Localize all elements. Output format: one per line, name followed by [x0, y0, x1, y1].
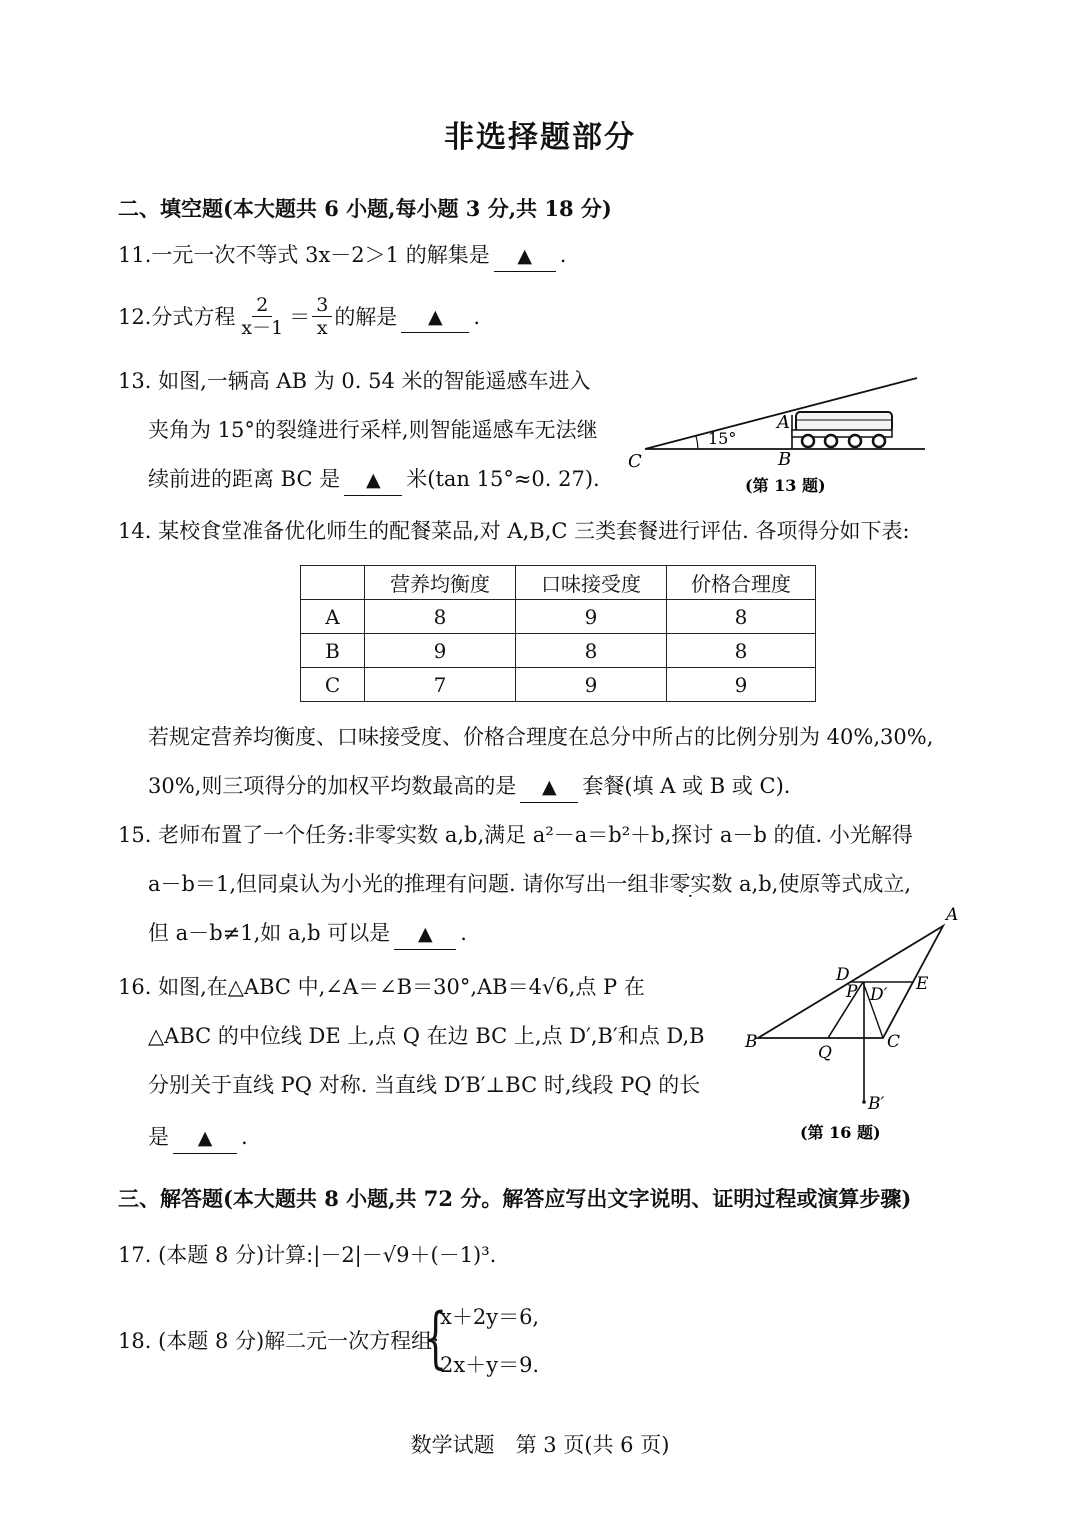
point-Bp [862, 1100, 866, 1104]
equals-sign: ＝ [289, 304, 311, 329]
page-footer: 数学试题 第 3 页(共 6 页) [410, 1433, 670, 1457]
q13-text-b: 米(tan 15°≈0. 27). [406, 467, 600, 491]
q15-text-b: a,b,使原等式成立, [732, 872, 912, 896]
answer-blank [401, 301, 469, 333]
q11-end: . [559, 243, 567, 267]
q16-text-a: 是 [148, 1125, 169, 1149]
table-cell: 9 [516, 668, 667, 702]
fraction-denominator: x [316, 317, 328, 339]
answer-blank [520, 771, 578, 803]
fraction-numerator: 3 [312, 294, 332, 317]
answer-blank [494, 240, 556, 272]
question-16-line-2: △ABC 的中位线 DE 上,点 Q 在边 BC 上,点 D′,B′和点 D,B [148, 1024, 705, 1048]
table-header-cell: 价格合理度 [667, 566, 816, 600]
answer-blank [173, 1122, 237, 1154]
question-16-line-1: 16. 如图,在△ABC 中,∠A＝∠B＝30°,AB＝4√6,点 P 在 [118, 975, 645, 999]
q11-text-a: 一元一次不等式 [151, 243, 306, 267]
triangle-icon: ▲ [542, 776, 557, 798]
triangle-icon: ▲ [197, 1127, 213, 1149]
table-header-cell [301, 566, 365, 600]
rover-icon [792, 412, 892, 447]
label-A: A [946, 905, 959, 925]
q15-text-a: 但 a－b≠1,如 a,b 可以是 [148, 921, 391, 945]
section-heading-fill-in: 二、填空题(本大题共 6 小题,每小题 3 分,共 18 分) [118, 196, 612, 221]
system-equation-1: x＋2y＝6, [440, 1305, 540, 1329]
fraction-right [312, 294, 332, 339]
question-15-line-2 [148, 869, 911, 899]
question-15-line-1: 15. 老师布置了一个任务:非零实数 a,b,满足 a²－a＝b²＋b,探讨 a－b 的值. 小光解得 [118, 823, 913, 847]
question-16-line-3: 分别关于直线 PQ 对称. 当直线 D′B′⊥BC 时,线段 PQ 的长 [148, 1073, 701, 1097]
label-Dprime: D′ [870, 985, 888, 1005]
q15-end: . [460, 921, 467, 945]
table-cell: C [301, 668, 365, 702]
table-cell: 9 [516, 600, 667, 634]
label-B: B [778, 449, 792, 470]
q12-text-b: 的解是 [334, 304, 398, 329]
q16-end: . [241, 1125, 248, 1149]
table-header-cell: 营养均衡度 [365, 566, 516, 600]
question-14-line-3 [148, 771, 790, 803]
table-header-row [301, 566, 816, 600]
question-12 [118, 294, 480, 339]
table-cell: B [301, 634, 365, 668]
score-table [300, 565, 816, 702]
q12-end: . [473, 304, 480, 329]
table-row [301, 634, 816, 668]
q11-number: 11. [118, 243, 152, 267]
table-cell: 7 [365, 668, 516, 702]
table-cell: 9 [365, 634, 516, 668]
question-16-line-4 [148, 1122, 248, 1154]
question-11 [118, 240, 566, 272]
label-Q: Q [818, 1043, 832, 1063]
question-14-line-1: 14. 某校食堂准备优化师生的配餐菜品,对 A,B,C 三类套餐进行评估. 各项得分如下表: [118, 519, 910, 543]
figure-caption: (第 13 题) [745, 476, 826, 495]
question-15-line-3 [148, 918, 467, 950]
label-C: C [628, 451, 642, 472]
fraction-left [237, 294, 287, 339]
label-A: A [777, 412, 790, 433]
question-18: 18. (本题 8 分)解二元一次方程组: [118, 1329, 440, 1353]
table-cell: A [301, 600, 365, 634]
brace-icon: { [424, 1299, 448, 1376]
table-header-cell: 口味接受度 [516, 566, 667, 600]
question-14-line-2: 若规定营养均衡度、口味接受度、价格合理度在总分中所占的比例分别为 40%,30%, [148, 725, 934, 749]
triangle-icon: ▲ [517, 245, 533, 267]
table-row [301, 668, 816, 702]
label-Bprime: B′ [868, 1094, 885, 1114]
emphasis-text: 非零实数 [648, 872, 733, 896]
question-13-line-1: 13. 如图,一辆高 AB 为 0. 54 米的智能遥感车进入 [118, 369, 591, 393]
question-17: 17. (本题 8 分)计算:|－2|－√9＋(－1)³. [118, 1243, 497, 1267]
table-cell: 8 [667, 600, 816, 634]
q12-number: 12. [118, 304, 152, 329]
q11-text-b: 的解集是 [399, 243, 490, 267]
figure-13 [620, 370, 940, 505]
q14-text-a: 30%,则三项得分的加权平均数最高的是 [148, 774, 517, 798]
q13-text-a: 续前进的距离 BC 是 [148, 467, 341, 491]
fraction-denominator: x－1 [241, 317, 284, 339]
table-cell: 8 [365, 600, 516, 634]
label-P: P [846, 982, 858, 1002]
label-B: B [745, 1032, 758, 1052]
system-equation-2: 2x＋y＝9. [440, 1353, 540, 1377]
triangle-icon: ▲ [417, 923, 433, 945]
question-13-line-2: 夹角为 15°的裂缝进行采样,则智能遥感车无法继 [148, 418, 598, 442]
table-row [301, 600, 816, 634]
page-title: 非选择题部分 [444, 120, 636, 155]
q11-expression: 3x－2＞1 [305, 243, 400, 267]
label-C: C [887, 1032, 901, 1052]
question-13-line-3 [148, 464, 600, 496]
triangle-icon: ▲ [428, 305, 443, 328]
label-E: E [916, 974, 929, 994]
label-D: D [836, 965, 850, 985]
table-cell: 9 [667, 668, 816, 702]
figure-16 [730, 900, 970, 1150]
table-cell: 8 [516, 634, 667, 668]
table-cell: 8 [667, 634, 816, 668]
answer-blank [344, 464, 402, 496]
q14-text-b: 套餐(填 A 或 B 或 C). [582, 774, 791, 798]
angle-label: 15° [708, 429, 737, 448]
answer-blank [394, 918, 456, 950]
section-heading-solutions: 三、解答题(本大题共 8 小题,共 72 分。解答应写出文字说明、证明过程或演算步骤) [118, 1186, 912, 1211]
q15-text-a: a－b＝1,但同桌认为小光的推理有问题. 请你写出一组 [148, 872, 649, 896]
q12-text-a: 分式方程 [151, 304, 236, 329]
fraction-numerator: 2 [252, 294, 272, 317]
figure-caption: (第 16 题) [800, 1123, 881, 1142]
triangle-icon: ▲ [365, 469, 381, 491]
angle-arc [696, 436, 698, 449]
